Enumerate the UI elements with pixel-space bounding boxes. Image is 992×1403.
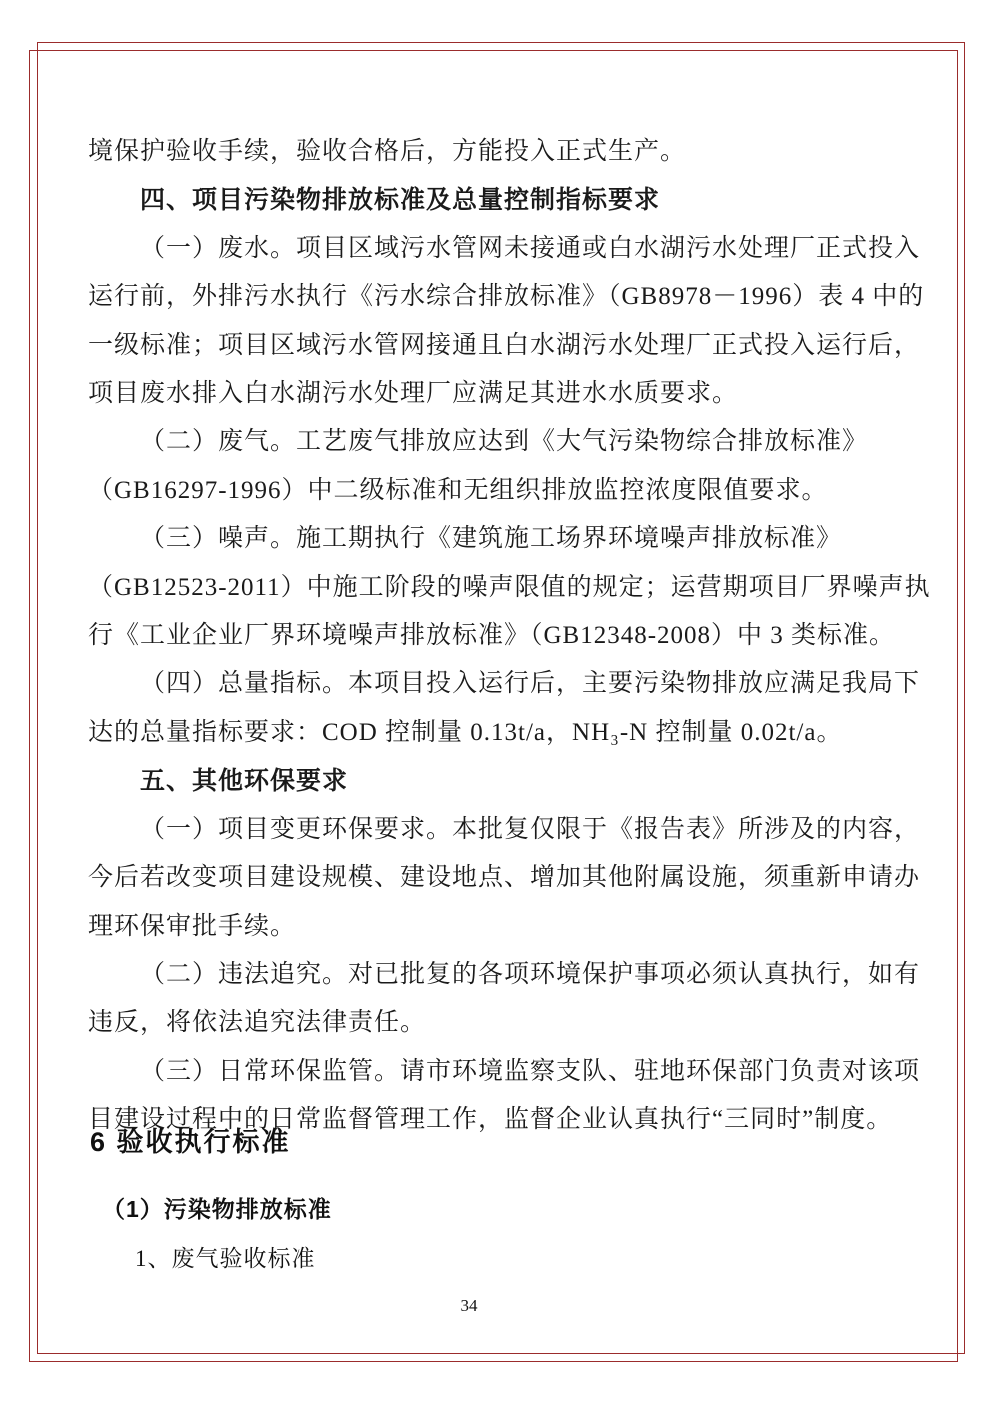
text-line: （一）废水。项目区域污水管网未接通或白水湖污水处理厂正式投入 <box>140 234 921 262</box>
text-line: 目建设过程中的日常监督管理工作，监督企业认真执行“三同时”制度。 <box>88 1106 893 1134</box>
text-line: （GB12523-2011）中施工阶段的噪声限值的规定；运营期项目厂界噪声执 <box>88 573 931 601</box>
text-line: 今后若改变项目建设规模、建设地点、增加其他附属设施，须重新申请办 <box>88 864 921 892</box>
page-number: 34 <box>460 1296 478 1315</box>
document-body <box>88 128 956 1145</box>
text-line: 违反，将依法追究法律责任。 <box>88 1009 427 1037</box>
text-line: （二）违法追究。对已批复的各项环境保护事项必须认真执行，如有 <box>140 960 921 988</box>
list-item: 1、废气验收标准 <box>135 1246 316 1271</box>
text-line: （GB16297-1996）中二级标准和无组织排放监控浓度限值要求。 <box>88 476 828 504</box>
text-line: 境保护验收手续，验收合格后，方能投入正式生产。 <box>88 138 687 165</box>
text-line: （三）日常环保监管。请市环境监察支队、驻地环保部门负责对该项 <box>140 1057 921 1085</box>
text-line: 运行前，外排污水执行《污水综合排放标准》（GB8978－1996）表 4 中的 <box>88 283 925 311</box>
text-line: （一）项目变更环保要求。本批复仅限于《报告表》所涉及的内容， <box>140 815 921 843</box>
text-line: （四）总量指标。本项目投入运行后，主要污染物排放应满足我局下 <box>140 670 921 698</box>
text-line: 项目废水排入白水湖污水处理厂应满足其进水水质要求。 <box>88 380 739 408</box>
text-line: 一级标准；项目区域污水管网接通且白水湖污水处理厂正式投入运行后， <box>88 331 921 359</box>
text-line: 行《工业企业厂界环境噪声排放标准》（GB12348-2008）中 3 类标准。 <box>88 622 896 650</box>
text-line: 四、项目污染物排放标准及总量控制指标要求 <box>140 186 661 215</box>
text-line: （三）噪声。施工期执行《建筑施工场界环境噪声排放标准》 <box>140 525 843 553</box>
text-line: 达的总量指标要求：COD 控制量 0.13t/a，NH₃-N 控制量 0.02t/a。 <box>88 718 843 746</box>
sub-heading: （1）污染物排放标准 <box>102 1196 332 1222</box>
text-line: （二）废气。工艺废气排放应达到《大气污染物综合排放标准》 <box>140 428 869 456</box>
chapter-heading: 6 验收执行标准 <box>90 1127 291 1157</box>
text-line: 理环保审批手续。 <box>88 912 297 940</box>
text-line: 五、其他环保要求 <box>140 767 349 796</box>
